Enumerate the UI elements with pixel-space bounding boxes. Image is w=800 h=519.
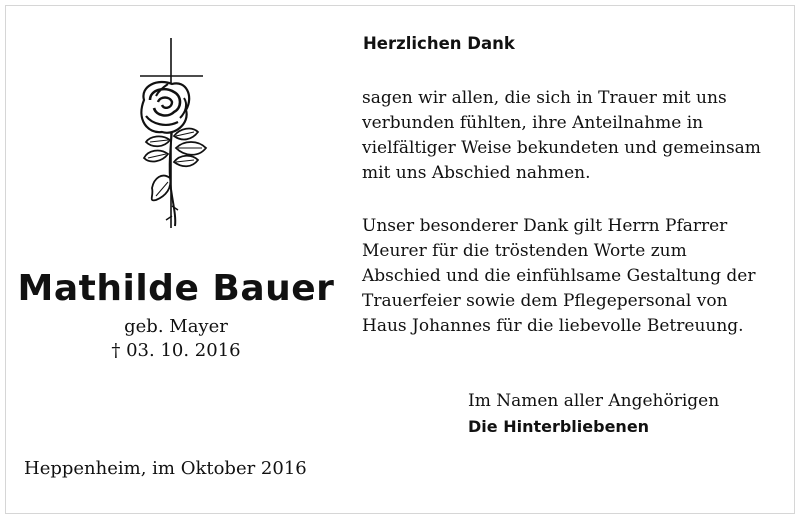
thanks-paragraph-2 — [362, 214, 782, 339]
place-and-date: Heppenheim, im Oktober 2016 — [24, 458, 307, 479]
text-line: sagen wir allen, die sich in Trauer mit uns — [362, 88, 727, 108]
text-line: verbunden fühlten, ihre Anteilnahme in — [362, 113, 704, 133]
closing-line: Im Namen aller Angehörigen — [468, 391, 720, 411]
text-line: Meurer für die tröstenden Worte zum — [362, 241, 687, 261]
text-line: Abschied und die einfühlsame Gestaltung der — [362, 266, 756, 286]
text-line: mit uns Abschied nahmen. — [362, 163, 591, 183]
closing-block — [468, 389, 719, 439]
text-line: Haus Johannes für die liebevolle Betreuung. — [362, 316, 744, 336]
text-line: vielfältiger Weise bekundeten und gemeinsam — [362, 138, 761, 158]
deceased-name: Mathilde Bauer — [17, 268, 335, 309]
text-line: Unser besonderer Dank gilt Herrn Pfarrer — [362, 216, 728, 236]
signature: Die Hinterbliebenen — [468, 417, 650, 436]
maiden-name: geb. Mayer — [124, 316, 228, 337]
thanks-heading: Herzlichen Dank — [363, 34, 515, 53]
thanks-paragraph-1 — [362, 86, 782, 186]
death-date: † 03. 10. 2016 — [111, 340, 241, 361]
cross-with-rose-icon — [128, 38, 218, 230]
text-line: Trauerfeier sowie dem Pflegepersonal von — [362, 291, 728, 311]
